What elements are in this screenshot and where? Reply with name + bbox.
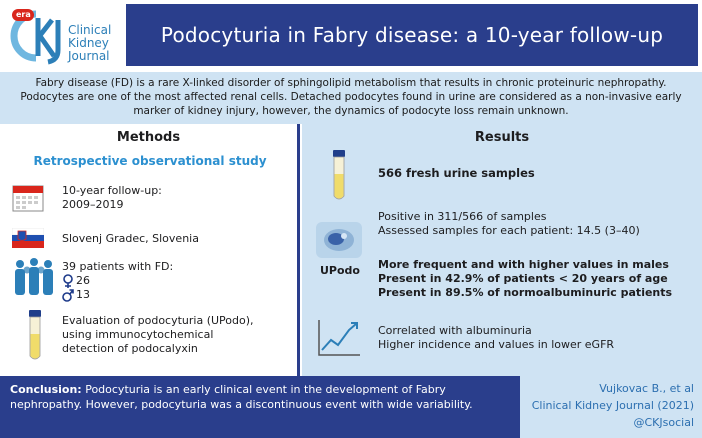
- under20-text: Present in 42.9% of patients < 20 years of age: [378, 272, 668, 285]
- followup-line-2: 2009–2019: [62, 198, 124, 211]
- credit-authors: Vujkovac B., et al: [599, 382, 694, 395]
- credit-handle: @CKJsocial: [633, 416, 694, 429]
- upodo-label: UPodo: [320, 264, 360, 277]
- assessed-text: Assessed samples for each patient: 14.5 (3–40): [378, 224, 640, 237]
- title-bar: [126, 4, 698, 66]
- positive-text: Positive in 311/566 of samples: [378, 210, 547, 223]
- location-text: Slovenj Gradec, Slovenia: [62, 232, 199, 245]
- trend-chart-icon: [316, 318, 362, 358]
- followup-line-1: 10-year follow-up:: [62, 184, 162, 197]
- logo-line-2: Kidney: [68, 36, 109, 50]
- urine-tube-icon: [28, 310, 42, 362]
- normo-text: Present in 89.5% of normoalbuminuric patients: [378, 286, 673, 299]
- conclusion-text: Podocyturia is an early clinical event in the development of Fabry nephropathy. However, podocyturia was a discontinuous event with wide variability.: [10, 383, 473, 411]
- credit-journal: Clinical Kidney Journal (2021): [531, 399, 694, 412]
- slovenia-flag-icon: [12, 228, 44, 248]
- methods-subtitle: Retrospective observational study: [33, 154, 267, 168]
- conclusion-box: [0, 376, 520, 438]
- podocyte-cell-icon: [316, 222, 362, 258]
- logo-line-1: Clinical: [68, 23, 112, 37]
- eval-line-1: Evaluation of podocyturia (UPodo),: [62, 314, 254, 327]
- results-title: Results: [474, 130, 530, 145]
- female-count: 26: [76, 274, 90, 287]
- conclusion-label: Conclusion:: [10, 383, 82, 396]
- correlated-text: Correlated with albuminuria: [378, 324, 532, 337]
- female-icon: [62, 274, 74, 288]
- results-panel: [302, 124, 702, 376]
- ckj-logo: [4, 4, 124, 68]
- samples-text: 566 fresh urine samples: [378, 166, 535, 180]
- ckj-logo-icon: [6, 6, 66, 66]
- egfr-text: Higher incidence and values in lower eGFR: [378, 338, 615, 351]
- credit-box: [520, 376, 702, 438]
- eval-line-3: detection of podocalyxin: [62, 342, 198, 355]
- males-text: More frequent and with higher values in males: [378, 258, 669, 271]
- methods-title: Methods: [116, 130, 181, 145]
- male-count: 13: [76, 288, 90, 301]
- people-icon: [12, 258, 58, 298]
- logo-line-3: Journal: [68, 49, 110, 63]
- header: [0, 0, 702, 72]
- calendar-icon: [12, 182, 44, 212]
- page-title: Podocyturia in Fabry disease: a 10-year follow-up: [160, 23, 664, 47]
- logo-text: [68, 24, 111, 63]
- patients-text: 39 patients with FD:: [62, 260, 174, 273]
- male-icon: [62, 288, 74, 302]
- urine-tube-icon: [332, 150, 346, 202]
- methods-panel: [0, 124, 300, 376]
- eval-line-2: using immunocytochemical: [62, 328, 214, 341]
- intro-text: Fabry disease (FD) is a rare X-linked disorder of sphingolipid metabolism that results in chronic proteinuric nephropathy. Podocytes are one of the most affected renal cells. Detached podocytes found in urine are considered as a non-invasive early marker of kidney injury, however, the dynamics of podocyte loss remain unknown.: [0, 72, 702, 124]
- logo-badge: era: [16, 10, 31, 19]
